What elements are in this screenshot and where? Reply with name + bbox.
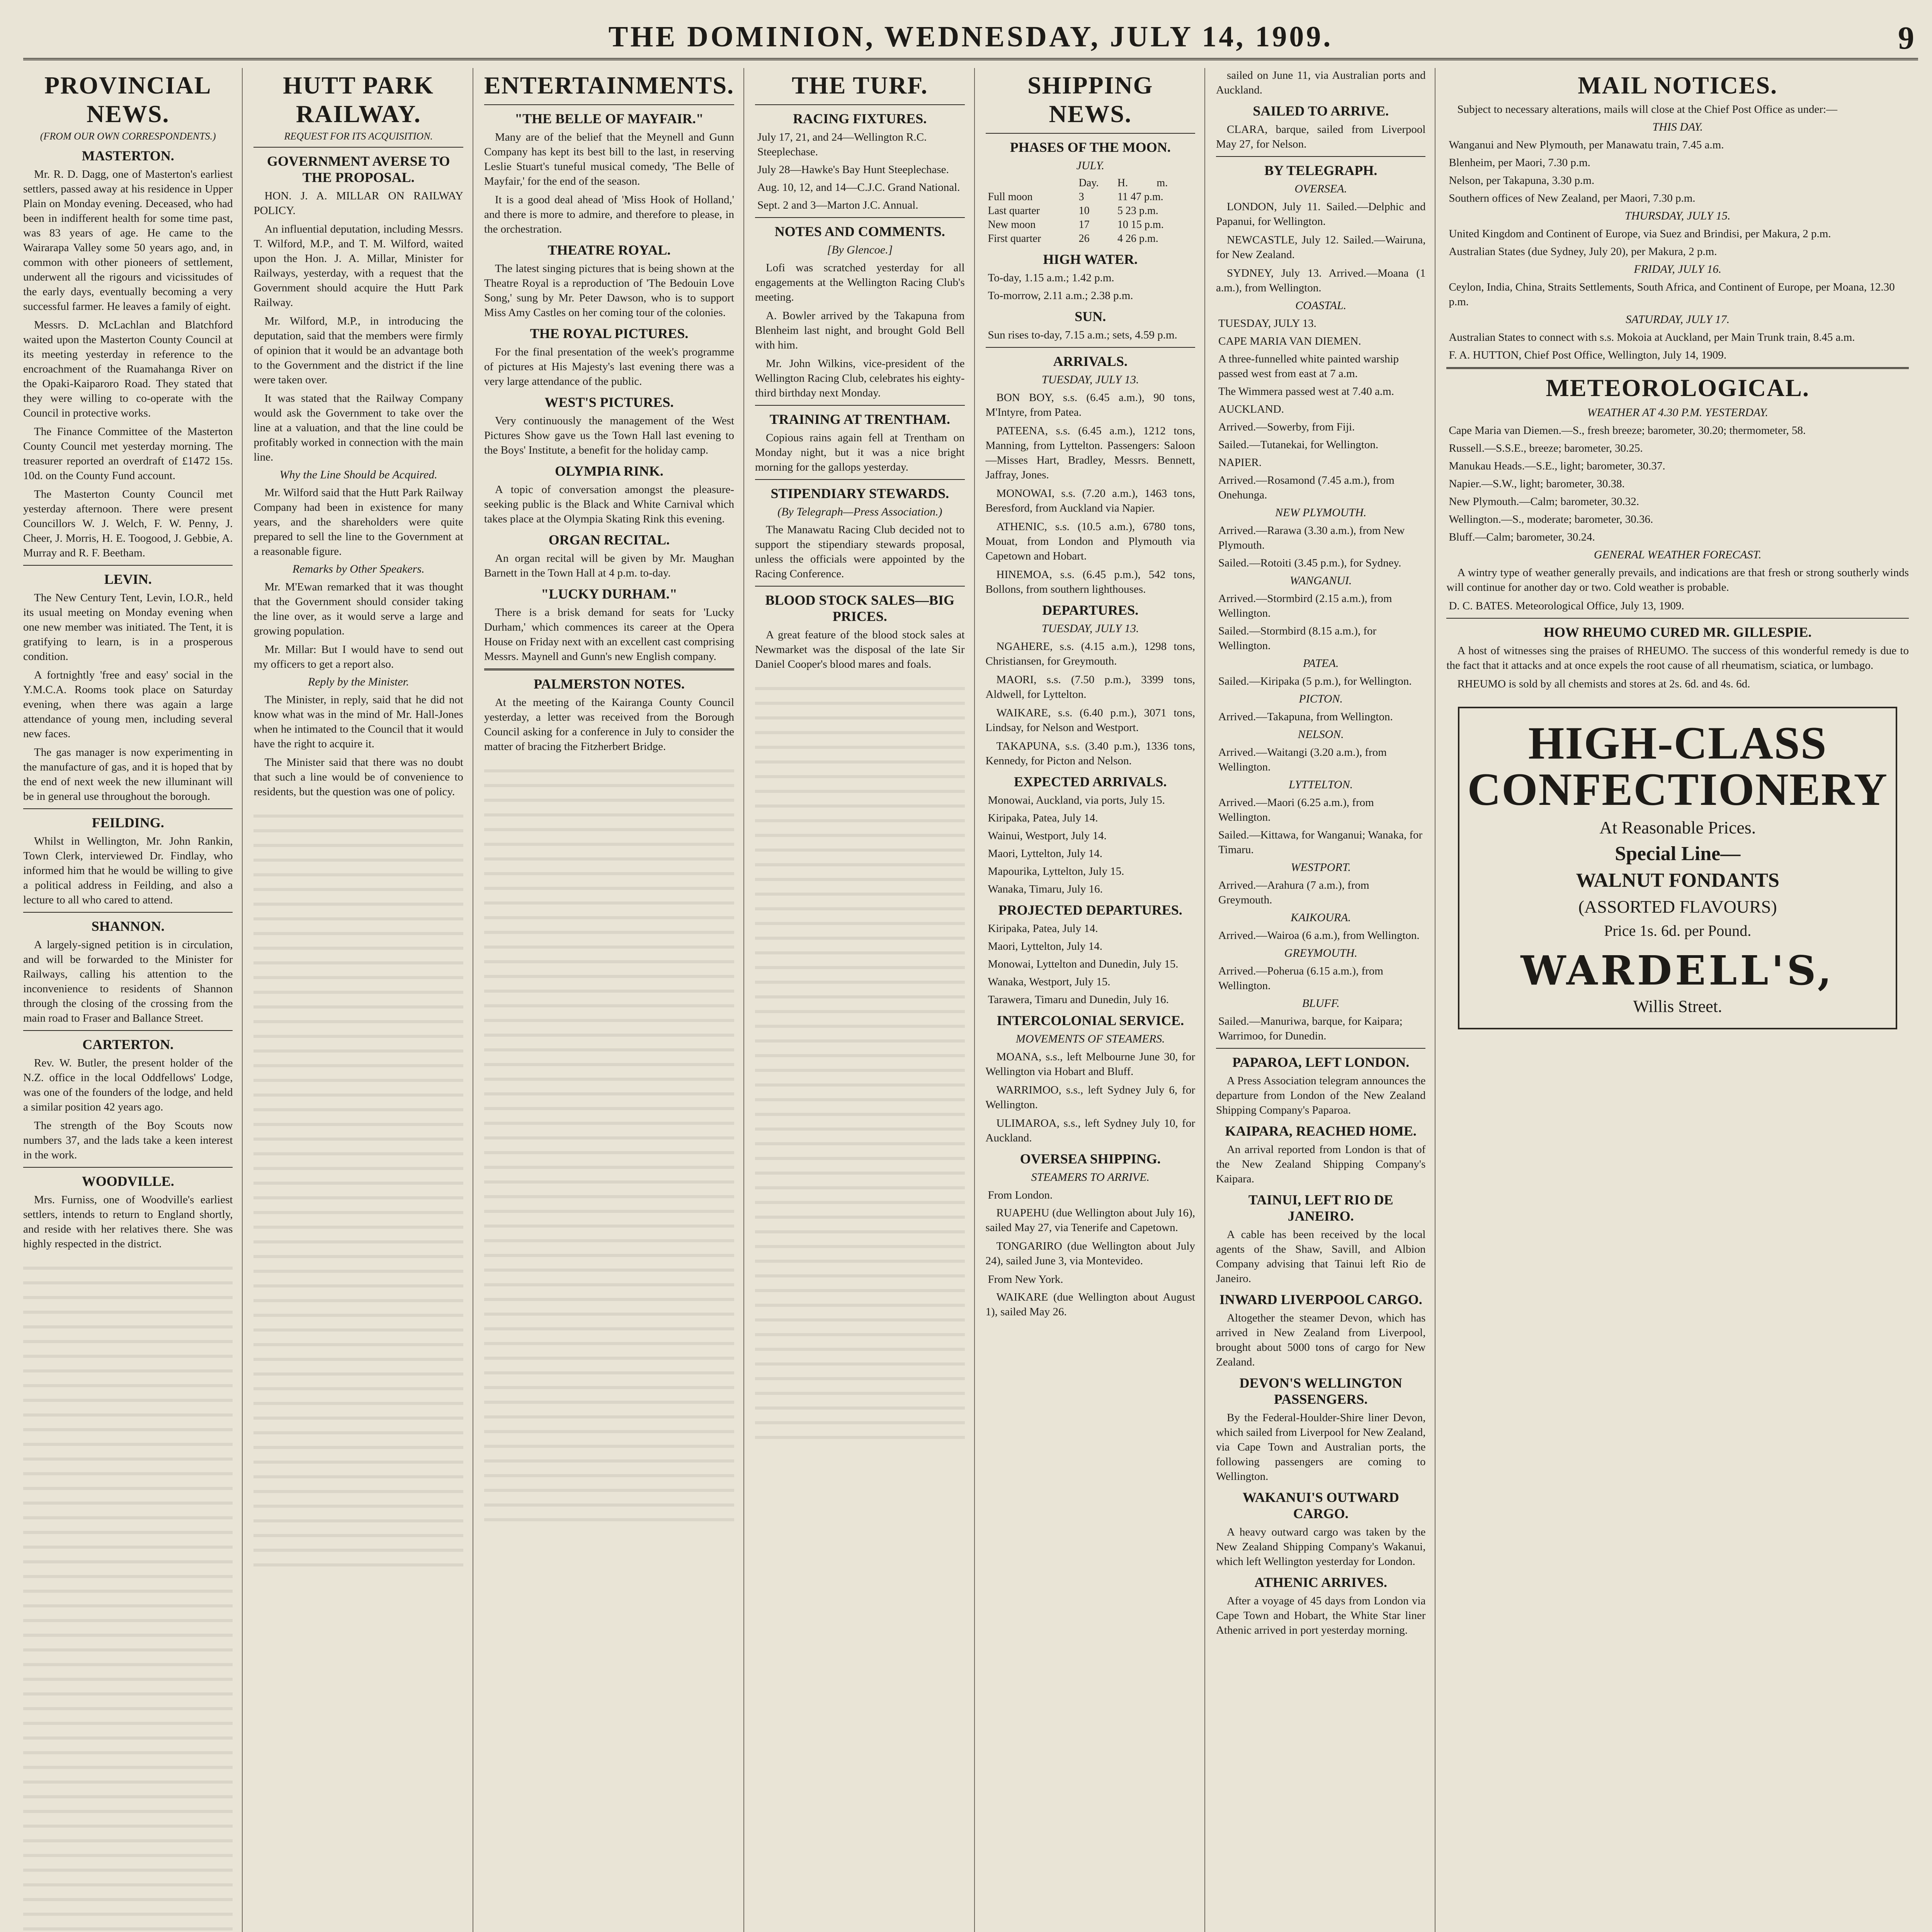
phase-time: 10 15 p.m. <box>1117 219 1164 231</box>
list-item: Wanaka, Westport, July 15. <box>988 976 1111 988</box>
article-heading: OVERSEA SHIPPING. <box>1020 1151 1161 1167</box>
article-heading: DEVON'S WELLINGTON PASSENGERS. <box>1239 1375 1402 1407</box>
article-paragraph: The gas manager is now experimenting in the manufacture of gas, and it is hoped that by the end of next week the new illuminant will be in general use throughout the borough. <box>23 746 233 803</box>
divider <box>1216 156 1425 157</box>
phase-name: Last quarter <box>988 205 1040 217</box>
column-header: m. <box>1156 177 1168 189</box>
article-paragraph: Messrs. D. McLachlan and Blatchford waited upon the Masterton County Council at its meeting yesterday in reference to the encroachment of the Ruamahanga River on the Opaki-Kaiparoro Road. They stated that they were willing to co-operate with the Council in protective works. <box>23 319 233 419</box>
divider <box>23 808 233 809</box>
list-item: PATEENA, s.s. (6.45 a.m.), 1212 tons, Manning, from Lyttelton. Passengers: Saloon—Misses Hart, Bradley, Messrs. Bennett, Jaffray, Jones. <box>985 425 1195 481</box>
list-item: HINEMOA, s.s. (6.45 p.m.), 542 tons, Bollons, from southern lighthouses. <box>985 568 1195 595</box>
ad-address: Willis Street. <box>1633 997 1722 1016</box>
article-paragraph: Mr. John Wilkins, vice-president of the Wellington Racing Club, celebrates his eighty-third birthday next Monday. <box>755 357 965 399</box>
date-label: THURSDAY, JULY 15. <box>1625 209 1731 222</box>
column-provincial <box>23 68 243 1932</box>
list-item: Sailed.—Tutanekai, for Wellington. <box>1218 439 1379 451</box>
list-item: MONOWAI, s.s. (7.20 a.m.), 1463 tons, Beresford, from Auckland via Napier. <box>985 487 1195 514</box>
column-turf <box>755 68 975 1932</box>
section-subtitle: (FROM OUR OWN CORRESPONDENTS.) <box>40 131 216 142</box>
article-paragraph: The latest singing pictures that is being shown at the Theatre Royal is a reproduction of 'The Bedouin Love Song,' sung by Mr. Peter Dawson, who is to support Miss Amy Castles on her coming tour of the colonies. <box>484 262 735 319</box>
byline: [By Glencoe.] <box>827 243 893 256</box>
table-header-row <box>986 176 1195 190</box>
list-item: Australian States to connect with s.s. Mokoia at Auckland, per Main Trunk train, 8.45 a.m. <box>1449 331 1855 344</box>
text-filler <box>484 758 734 1531</box>
divider <box>23 912 233 913</box>
article-paragraph: The Masterton County Council met yesterday afternoon. There were present Councillors W. J. Welch, F. W. Penny, J. Cheer, J. Morris, H. E. Toogood, J. Gebbie, A. Murray and R. F. Beetham. <box>23 488 233 559</box>
date-label: FRIDAY, JULY 16. <box>1634 263 1722 276</box>
article-heading: PHASES OF THE MOON. <box>1010 139 1171 155</box>
article-heading: THE ROYAL PICTURES. <box>530 326 689 341</box>
article-paragraph: Lofi was scratched yesterday for all engagements at the Wellington Racing Club's meeting. <box>755 262 965 303</box>
article-paragraph: A topic of conversation amongst the pleasure-seeking public is the Black and White Carnival which takes place at the Olympia Skating Rink this evening. <box>484 483 735 525</box>
list-item: MOANA, s.s., left Melbourne June 30, for Wellington via Hobart and Bluff. <box>985 1051 1195 1078</box>
article-paragraph: After a voyage of 45 days from London via Cape Town and Hobart, the White Star liner Athenic arrived in port yesterday morning. <box>1216 1595 1426 1636</box>
list-item: Arrived.—Arahura (7 a.m.), from Greymouth. <box>1218 879 1369 906</box>
list-item: Maori, Lyttelton, July 14. <box>988 940 1102 952</box>
list-item: RUAPEHU (due Wellington about July 16), sailed May 27, via Tenerife and Capetown. <box>985 1207 1195 1234</box>
article-paragraph: An influential deputation, including Messrs. T. Wilford, M.P., and T. M. Wilford, waited upon the Hon. J. A. Millar, Minister for Railways, yesterday, with a request that the Government should acquire the Hutt Park Railway. <box>253 223 463 309</box>
article-heading: THEATRE ROYAL. <box>548 242 671 258</box>
article-heading: PALMERSTON NOTES. <box>534 676 685 692</box>
section-title: THE TURF. <box>792 71 928 99</box>
column-shipping-continued <box>1216 68 1435 1932</box>
article-heading: FEILDING. <box>92 815 164 830</box>
port-heading: WANGANUI. <box>1290 574 1352 587</box>
section-title: METEOROLOGICAL. <box>1546 374 1810 401</box>
article-paragraph: Mr. Millar: But I would have to send out my officers to get a report also. <box>253 643 463 670</box>
list-item: ATHENIC, s.s. (10.5 a.m.), 6780 tons, Mouat, from London and Plymouth via Capetown and Hobart. <box>985 520 1195 562</box>
divider <box>23 1030 233 1031</box>
list-item: SYDNEY, July 13. Arrived.—Moana (1 a.m.), from Wellington. <box>1216 267 1426 294</box>
fixture-item: Sept. 2 and 3—Marton J.C. Annual. <box>757 199 918 211</box>
article-heading: HOW RHEUMO CURED MR. GILLESPIE. <box>1544 624 1812 640</box>
weather-report: Cape Maria van Diemen.—S., fresh breeze; barometer, 30.20; thermometer, 58. <box>1449 424 1806 437</box>
list-item: Sun rises to-day, 7.15 a.m.; sets, 4.59 p.m. <box>988 329 1177 341</box>
list-item: Southern offices of New Zealand, per Maori, 7.30 p.m. <box>1449 192 1696 204</box>
article-heading: RACING FIXTURES. <box>793 111 927 126</box>
columns <box>23 68 1918 1932</box>
list-item: From New York. <box>988 1273 1063 1286</box>
divider <box>484 668 734 670</box>
article-heading: LEVIN. <box>104 571 152 587</box>
article-paragraph: A wintry type of weather generally prevails, and indications are that fresh or strong southerly winds will continue for another day or two. Cold weather is probable. <box>1446 566 1909 594</box>
article-subheading: STEAMERS TO ARRIVE. <box>1031 1171 1150 1184</box>
article-subheading: WEATHER AT 4.30 P.M. YESTERDAY. <box>1587 406 1768 419</box>
article-paragraph: The strength of the Boy Scouts now numbers 37, and the lads take a keen interest in the work. <box>23 1119 233 1161</box>
signoff: D. C. BATES. Meteorological Office, July 13, 1909. <box>1449 600 1684 612</box>
weather-report: Bluff.—Calm; barometer, 30.24. <box>1449 531 1595 543</box>
phase-name: First quarter <box>988 233 1041 245</box>
list-item: The Wimmera passed west at 7.40 a.m. <box>1218 385 1394 398</box>
port-heading: WESTPORT. <box>1291 861 1351 874</box>
fixture-item: Aug. 10, 12, and 14—C.J.C. Grand National. <box>757 181 960 194</box>
port-heading: NEW PLYMOUTH. <box>1275 506 1367 519</box>
table-row <box>986 232 1195 246</box>
article-heading: WEST'S PICTURES. <box>544 395 674 410</box>
byline: (By Telegraph—Press Association.) <box>777 505 942 518</box>
article-heading: ORGAN RECITAL. <box>548 532 670 548</box>
masthead <box>23 15 1918 60</box>
column-hutt-park <box>253 68 473 1932</box>
divider <box>1446 367 1909 369</box>
port-heading: PATEA. <box>1303 657 1339 670</box>
list-item: Tarawera, Timaru and Dunedin, July 16. <box>988 993 1169 1006</box>
article-heading: PROJECTED DEPARTURES. <box>998 902 1182 918</box>
article-subheading: MOVEMENTS OF STEAMERS. <box>1015 1032 1165 1045</box>
column-header: H. <box>1117 177 1128 189</box>
list-item: TUESDAY, JULY 13. <box>1218 317 1316 330</box>
phase-day: 17 <box>1078 219 1090 231</box>
article-paragraph: The Manawatu Racing Club decided not to support the stipendiary stewards proposal, unless the officials were appointed by the Racing Conference. <box>755 524 965 580</box>
masthead-title: THE DOMINION, WEDNESDAY, JULY 14, 1909. <box>608 20 1333 53</box>
article-paragraph: A host of witnesses sing the praises of RHEUMO. The success of this wonderful remedy is due to the fact that it attacks and at once expels the root cause of all rheumatism, sciatica, or lumbago. <box>1446 645 1909 672</box>
article-paragraph: A great feature of the blood stock sales at Newmarket was the disposal of the late Sir Daniel Cooper's blood mares and foals. <box>755 629 965 670</box>
article-paragraph: A heavy outward cargo was taken by the New Zealand Shipping Company's Wakanui, which left Wellington yesterday for London. <box>1216 1526 1426 1568</box>
section-title: HUTT PARK RAILWAY. <box>283 71 434 128</box>
month-label: JULY. <box>1076 159 1104 172</box>
divider <box>23 565 233 566</box>
divider <box>986 347 1195 348</box>
weather-report: Manukau Heads.—S.E., light; barometer, 30.37. <box>1449 460 1665 472</box>
list-item: Arrived.—Sowerby, from Fiji. <box>1218 421 1355 433</box>
list-item: NEWCASTLE, July 12. Sailed.—Wairuna, for New Zealand. <box>1216 234 1426 261</box>
article-paragraph: For the final presentation of the week's programme of pictures at His Majesty's last evening there was a very large attendance of the public. <box>484 346 735 388</box>
article-heading: SUN. <box>1075 309 1106 324</box>
article-paragraph: It was stated that the Railway Company would ask the Government to take over the line at a valuation, and that the line could be profitably worked in connection with the main line. <box>253 392 463 463</box>
list-item: Monowai, Auckland, via ports, July 15. <box>988 794 1165 806</box>
section-title: PROVINCIAL NEWS. <box>44 71 212 128</box>
article-paragraph: Very continuously the management of the West Pictures Show gave us the Town Hall last evening to the Boys' Institute, a benefit for the holiday camp. <box>484 415 735 456</box>
list-item: Kiripaka, Patea, July 14. <box>988 812 1098 824</box>
list-item: WAIKARE, s.s. (6.40 p.m.), 3071 tons, Lindsay, for Nelson and Westport. <box>985 707 1195 734</box>
article-subheading: GENERAL WEATHER FORECAST. <box>1594 548 1762 561</box>
list-item: Ceylon, India, China, Straits Settlements, South Africa, and Continent of Europe, per Moana, 12.30 p.m. <box>1449 281 1895 308</box>
divider <box>755 586 964 587</box>
column-shipping <box>986 68 1205 1932</box>
article-subheading: COASTAL. <box>1295 299 1347 312</box>
article-heading: KAIPARA, REACHED HOME. <box>1225 1123 1417 1139</box>
article-paragraph: HON. J. A. MILLAR ON RAILWAY POLICY. <box>253 190 463 217</box>
article-paragraph: Mr. Wilford, M.P., in introducing the deputation, said that the members were firmly of opinion that it would be an advantage both to the Government and the district if the line were taken over. <box>253 315 463 386</box>
date-label: TUESDAY, JULY 13. <box>1041 622 1139 635</box>
list-item: Arrived.—Rarawa (3.30 a.m.), from New Plymouth. <box>1218 524 1405 551</box>
date-label: THIS DAY. <box>1652 121 1703 133</box>
ad-tagline: At Reasonable Prices. <box>1599 818 1756 837</box>
article-heading: INTERCOLONIAL SERVICE. <box>997 1013 1184 1028</box>
ad-product: WALNUT FONDANTS <box>1576 869 1779 891</box>
list-item: Arrived.—Rosamond (7.45 a.m.), from Onehunga. <box>1218 474 1395 501</box>
port-heading: BLUFF. <box>1302 997 1340 1010</box>
article-paragraph: The Minister, in reply, said that he did not know what was in the mind of Mr. Hall-Jones when he intimated to the Council that it would have the right to acquire it. <box>253 694 463 750</box>
article-paragraph: Copious rains again fell at Trentham on Monday night, but it was a nice bright morning for the gallops yesterday. <box>755 432 965 473</box>
article-heading: ATHENIC ARRIVES. <box>1254 1575 1387 1590</box>
divider <box>755 217 964 218</box>
divider <box>755 479 964 480</box>
list-item: sailed on June 11, via Australian ports and Auckland. <box>1216 69 1426 96</box>
port-heading: KAIKOURA. <box>1291 911 1351 924</box>
ad-brand: WARDELL'S, <box>1520 947 1835 994</box>
column-entertainments <box>484 68 744 1932</box>
confectionery-advertisement <box>1458 707 1897 1029</box>
article-paragraph: Mr. M'Ewan remarked that it was thought that the Government should consider taking the line over, as it would serve a large and growing population. <box>253 581 463 637</box>
port-heading: LYTTELTON. <box>1289 778 1353 791</box>
divider <box>253 147 463 148</box>
article-paragraph: Many are of the belief that the Meynell and Gunn Company has kept its best bill to the last, in reserving Leslie Stuart's tuneful musical comedy, 'The Belle of Mayfair,' for the end of the season. <box>484 131 735 187</box>
article-heading: WOODVILLE. <box>82 1173 174 1189</box>
moon-phase-table <box>986 176 1195 246</box>
list-item: Monowai, Lyttelton and Dunedin, July 15. <box>988 958 1179 970</box>
table-row <box>986 204 1195 218</box>
weather-report: Russell.—S.S.E., breeze; barometer, 30.25. <box>1449 442 1643 454</box>
list-item: United Kingdom and Continent of Europe, via Suez and Brindisi, per Makura, 2 p.m. <box>1449 228 1831 240</box>
list-item: CLARA, barque, sailed from Liverpool May 27, for Nelson. <box>1216 123 1426 150</box>
article-heading: "LUCKY DURHAM." <box>541 586 677 602</box>
date-label: TUESDAY, JULY 13. <box>1041 373 1139 386</box>
list-item: CAPE MARIA VAN DIEMEN. <box>1218 335 1361 347</box>
article-heading: SAILED TO ARRIVE. <box>1253 103 1389 119</box>
list-item: BON BOY, s.s. (6.45 a.m.), 90 tons, M'Intyre, from Patea. <box>985 391 1195 418</box>
list-item: MAORI, s.s. (7.50 p.m.), 3399 tons, Aldwell, for Lyttelton. <box>985 673 1195 701</box>
list-item: TONGARIRO (due Wellington about July 24), sailed June 3, via Montevideo. <box>985 1240 1195 1267</box>
article-heading: SHANNON. <box>91 918 165 934</box>
weather-report: New Plymouth.—Calm; barometer, 30.32. <box>1449 495 1639 508</box>
list-item: Arrived.—Wairoa (6 a.m.), from Wellington. <box>1218 929 1420 942</box>
article-heading: BLOOD STOCK SALES—BIG PRICES. <box>765 592 955 624</box>
article-paragraph: A largely-signed petition is in circulation, and will be forwarded to the Minister for Railways, calling his attention to the inconvenience to residents of Shannon through the closing of the crossing from the main road to Fraser and Ballance Street. <box>23 939 233 1024</box>
ad-headline-secondary: CONFECTIONERY <box>1467 764 1888 815</box>
date-label: SATURDAY, JULY 17. <box>1626 313 1730 326</box>
fixture-item: July 28—Hawke's Bay Hunt Steeplechase. <box>757 163 949 176</box>
article-paragraph: A Press Association telegram announces the departure from London of the New Zealand Shipping Company's Paparoa. <box>1216 1075 1426 1116</box>
list-item: Arrived.—Waitangi (3.20 a.m.), from Wellington. <box>1218 746 1387 773</box>
divider <box>484 104 734 105</box>
list-item: Arrived.—Stormbird (2.15 a.m.), from Wellington. <box>1218 592 1392 619</box>
article-paragraph: Altogether the steamer Devon, which has arrived in New Zealand from Liverpool, brought about 5000 tons of cargo for New Zealand. <box>1216 1312 1426 1368</box>
list-item: Sailed.—Kiripaka (5 p.m.), for Wellington. <box>1218 675 1412 687</box>
divider <box>1446 618 1909 619</box>
article-heading: "THE BELLE OF MAYFAIR." <box>515 111 704 126</box>
article-paragraph: At the meeting of the Kairanga County Council yesterday, a letter was received from the Borough Council asking for a conference in July to consider the matter of bracing the Fitzherbert Bridge. <box>484 696 735 753</box>
list-item: Wanganui and New Plymouth, per Manawatu train, 7.45 a.m. <box>1449 139 1724 151</box>
phase-name: Full moon <box>988 191 1033 203</box>
list-item: WAIKARE (due Wellington about August 1), sailed May 26. <box>985 1291 1195 1318</box>
article-heading: PAPAROA, LEFT LONDON. <box>1232 1054 1410 1070</box>
article-paragraph: There is a brisk demand for seats for 'Lucky Durham,' which commences its career at the Opera House on Friday next with an excellent cast comprising Messrs. Maynell and Gunn's new English company. <box>484 606 735 663</box>
article-subheading: Remarks by Other Speakers. <box>292 563 425 575</box>
phase-day: 3 <box>1078 191 1084 203</box>
divider <box>1216 1048 1425 1049</box>
list-item: Wainui, Westport, July 14. <box>988 830 1107 842</box>
list-item: AUCKLAND. <box>1218 403 1284 415</box>
article-heading: MASTERTON. <box>82 148 174 163</box>
article-paragraph: Mr. R. D. Dagg, one of Masterton's earliest settlers, passed away at his residence in Upper Plain on Monday evening. Deceased, who had been in indifferent health for some time past, was 83 years of age. He came to the Wairarapa Valley some 50 years ago, and, in common with other pioneers of settlement, underwent all the rigours and vicissitudes of the early days, eventually becoming a very successful farmer. He leaves a family of eight. <box>23 168 233 313</box>
table-row <box>986 218 1195 232</box>
divider <box>755 104 964 105</box>
ad-headline: HIGH-CLASS <box>1528 717 1827 769</box>
article-paragraph: Mr. Wilford said that the Hutt Park Railway Company had been in existence for many years, and the shareholders were quite prepared to sell the line to the Government at a reasonable figure. <box>253 486 463 558</box>
list-item: Sailed.—Stormbird (8.15 a.m.), for Wellington. <box>1218 625 1377 652</box>
article-heading: HIGH WATER. <box>1043 252 1138 267</box>
list-item: To-morrow, 2.11 a.m.; 2.38 p.m. <box>988 289 1133 302</box>
article-paragraph: The Minister said that there was no doubt that such a line would be of convenience to residents, but the question was one of policy. <box>253 756 463 798</box>
article-paragraph: By the Federal-Houlder-Shire liner Devon, which sailed from Liverpool for New Zealand, via Cape Town and Australian ports, the following passengers are coming to Wellington. <box>1216 1412 1426 1483</box>
article-heading: OLYMPIA RINK. <box>555 463 663 479</box>
article-heading: INWARD LIVERPOOL CARGO. <box>1219 1292 1422 1307</box>
ad-price: Price 1s. 6d. per Pound. <box>1604 922 1752 939</box>
text-filler <box>755 675 964 1448</box>
article-heading: ARRIVALS. <box>1053 354 1128 369</box>
article-heading: BY TELEGRAPH. <box>1264 163 1378 178</box>
section-subtitle: REQUEST FOR ITS ACQUISITION. <box>284 131 433 142</box>
list-item: NGAHERE, s.s. (4.15 a.m.), 1298 tons, Christiansen, for Greymouth. <box>985 640 1195 667</box>
ad-special-line: Special Line— <box>1615 843 1741 865</box>
article-paragraph: A fortnightly 'free and easy' social in the Y.M.C.A. Rooms took place on Saturday evening, when there was again a large attendance of young men, including several new faces. <box>23 669 233 740</box>
list-item: Sailed.—Rotoiti (3.45 p.m.), for Sydney. <box>1218 557 1401 569</box>
list-item: Maori, Lyttelton, July 14. <box>988 847 1102 860</box>
phase-time: 11 47 p.m. <box>1117 191 1163 203</box>
divider <box>23 1167 233 1168</box>
text-filler <box>253 803 463 1576</box>
article-paragraph: Subject to necessary alterations, mails will close at the Chief Post Office as under:— <box>1457 103 1838 116</box>
section-title: SHIPPING NEWS. <box>1027 71 1153 128</box>
list-item: Arrived.—Poherua (6.15 a.m.), from Wellington. <box>1218 965 1383 992</box>
column-mail-meteo <box>1446 68 1918 1932</box>
phase-time: 5 23 p.m. <box>1117 205 1158 217</box>
divider <box>986 133 1195 134</box>
article-heading: DEPARTURES. <box>1042 602 1139 618</box>
article-subheading: OVERSEA. <box>1294 182 1347 195</box>
ad-flavour: (ASSORTED FLAVOURS) <box>1578 897 1777 917</box>
article-heading: GOVERNMENT AVERSE TO THE PROPOSAL. <box>267 153 450 185</box>
phase-day: 26 <box>1078 233 1090 245</box>
list-item: LONDON, July 11. Sailed.—Delphic and Papanui, for Wellington. <box>1216 201 1426 228</box>
list-item: TAKAPUNA, s.s. (3.40 p.m.), 1336 tons, Kennedy, for Picton and Nelson. <box>985 740 1195 767</box>
phase-time: 4 26 p.m. <box>1117 233 1158 245</box>
port-heading: NELSON. <box>1298 728 1344 741</box>
weather-report: Napier.—S.W., light; barometer, 30.38. <box>1449 478 1625 490</box>
signoff: F. A. HUTTON, Chief Post Office, Wellington, July 14, 1909. <box>1449 349 1727 361</box>
fixture-item: July 17, 21, and 24—Wellington R.C. Steeplechase. <box>757 131 927 158</box>
section-title: ENTERTAINMENTS. <box>484 71 735 99</box>
article-paragraph: Mrs. Furniss, one of Woodville's earliest settlers, intends to return to England shortly, and reside with her relatives there. She was highly respected in the district. <box>23 1194 233 1250</box>
list-item: Sailed.—Manuriwa, barque, for Kaipara; Warrimoo, for Dunedin. <box>1218 1015 1403 1042</box>
phase-day: 10 <box>1078 205 1090 217</box>
list-item: From London. <box>988 1189 1053 1201</box>
list-item: Arrived.—Takapuna, from Wellington. <box>1218 711 1393 723</box>
article-subheading: Reply by the Minister. <box>308 675 409 688</box>
column-header: Day. <box>1078 177 1099 189</box>
list-item: Kiripaka, Patea, July 14. <box>988 922 1098 935</box>
text-filler <box>23 1255 233 1932</box>
page-number: 9 <box>1898 20 1914 56</box>
list-item: Sailed.—Kittawa, for Wanganui; Wanaka, for Timaru. <box>1218 829 1423 856</box>
article-paragraph: It is a good deal ahead of 'Miss Hook of Holland,' and there is more to admire, and therefore to please, in the orchestration. <box>484 194 735 235</box>
weather-report: Wellington.—S., moderate; barometer, 30.36. <box>1449 513 1653 526</box>
article-paragraph: A cable has been received by the local agents of the Shaw, Savill, and Albion Company advising that Tainui left Rio de Janeiro. <box>1216 1228 1426 1285</box>
article-heading: STIPENDIARY STEWARDS. <box>770 486 949 501</box>
section-title: MAIL NOTICES. <box>1578 71 1778 99</box>
port-heading: PICTON. <box>1299 692 1343 705</box>
port-heading: GREYMOUTH. <box>1284 947 1357 959</box>
list-item: ULIMAROA, s.s., left Sydney July 10, for Auckland. <box>985 1117 1195 1144</box>
article-paragraph: An organ recital will be given by Mr. Maughan Barnett in the Town Hall at 4 p.m. to-day. <box>484 552 735 579</box>
table-row <box>986 190 1195 204</box>
article-paragraph: Whilst in Wellington, Mr. John Rankin, Town Clerk, interviewed Dr. Findlay, who informed him that he would be willing to give a political address in Feilding, and also a lecture to all who cared to attend. <box>23 835 233 906</box>
list-item: Nelson, per Takapuna, 3.30 p.m. <box>1449 174 1595 187</box>
phase-name: New moon <box>988 219 1036 231</box>
article-heading: TRAINING AT TRENTHAM. <box>769 412 950 427</box>
list-item: A three-funnelled white painted warship passed west from east at 7 a.m. <box>1218 353 1399 380</box>
article-heading: TAINUI, LEFT RIO DE JANEIRO. <box>1248 1192 1393 1224</box>
list-item: Wanaka, Timaru, July 16. <box>988 883 1103 895</box>
list-item: NAPIER. <box>1218 456 1262 469</box>
article-heading: NOTES AND COMMENTS. <box>774 224 945 239</box>
list-item: Mapourika, Lyttelton, July 15. <box>988 865 1124 878</box>
list-item: Blenheim, per Maori, 7.30 p.m. <box>1449 156 1590 169</box>
list-item: Australian States (due Sydney, July 20), per Makura, 2 p.m. <box>1449 245 1717 258</box>
article-paragraph: Rev. W. Butler, the present holder of the N.Z. office in the local Oddfellows' Lodge, was one of the founders of the lodge, and held a similar position 42 years ago. <box>23 1057 233 1113</box>
article-paragraph: RHEUMO is sold by all chemists and stores at 2s. 6d. and 4s. 6d. <box>1457 678 1750 690</box>
list-item: WARRIMOO, s.s., left Sydney July 6, for Wellington. <box>985 1084 1195 1111</box>
article-paragraph: A. Bowler arrived by the Takapuna from Blenheim last night, and brought Gold Bell with him. <box>755 310 965 351</box>
article-heading: WAKANUI'S OUTWARD CARGO. <box>1242 1490 1399 1521</box>
article-heading: CARTERTON. <box>82 1037 174 1052</box>
article-paragraph: The New Century Tent, Levin, I.O.R., held its usual meeting on Monday evening when one new member was initiated. The Tent, it is gratifying to learn, is in a prosperous condition. <box>23 592 233 663</box>
divider <box>755 405 964 406</box>
article-paragraph: The Finance Committee of the Masterton County Council met yesterday morning. The treasurer reported an overdraft of £1472 15s. 10d. on the County Fund account. <box>23 425 233 482</box>
article-subheading: Why the Line Should be Acquired. <box>279 468 437 481</box>
list-item: To-day, 1.15 a.m.; 1.42 p.m. <box>988 272 1114 284</box>
article-heading: EXPECTED ARRIVALS. <box>1014 774 1167 789</box>
list-item: Arrived.—Maori (6.25 a.m.), from Wellington. <box>1218 796 1374 823</box>
article-paragraph: An arrival reported from London is that of the New Zealand Shipping Company's Kaipara. <box>1216 1143 1426 1185</box>
